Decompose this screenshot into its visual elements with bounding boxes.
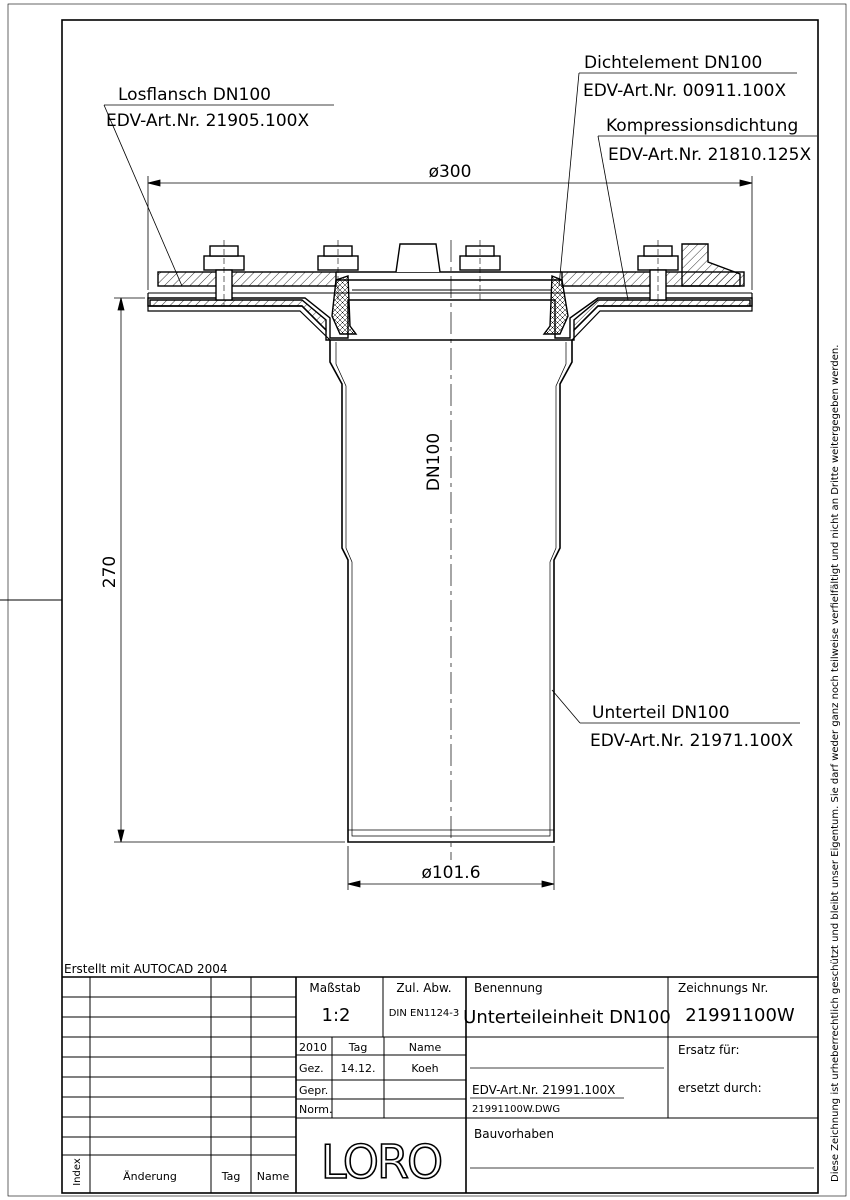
tb-gez-name: Koeh <box>411 1062 439 1075</box>
label-unterteil-name: Unterteil DN100 <box>592 703 730 723</box>
label-unterteil-art: EDV-Art.Nr. 21971.100X <box>590 731 794 751</box>
label-kompression-art: EDV-Art.Nr. 21810.125X <box>608 145 812 165</box>
tb-ersetzt-durch: ersetzt durch: <box>678 1081 762 1095</box>
dim-nominal: DN100 <box>424 432 444 492</box>
tb-tag-label: Tag <box>348 1041 368 1054</box>
rev-name-header: Name <box>256 1170 290 1183</box>
tb-benennung-value: Unterteileinheit DN100 <box>463 1007 671 1028</box>
label-dichtelement-art: EDV-Art.Nr. 00911.100X <box>583 81 787 101</box>
tb-gez-tag: 14.12. <box>340 1062 376 1075</box>
rev-aenderung-header: Änderung <box>123 1170 177 1183</box>
tb-name-label: Name <box>408 1041 442 1054</box>
rev-tag-header: Tag <box>221 1170 241 1183</box>
label-losflansch-name: Losflansch DN100 <box>118 85 271 105</box>
dim-pipe-diameter: ø101.6 <box>421 863 481 883</box>
flange-assembly <box>148 240 752 340</box>
tb-gez-label: Gez. <box>299 1062 324 1075</box>
tb-edv-art: EDV-Art.Nr. 21991.100X <box>472 1083 616 1097</box>
bolt-2 <box>318 240 358 300</box>
loro-logo: LORO <box>320 1135 442 1189</box>
tb-gepr-label: Gepr. <box>299 1084 329 1097</box>
label-dichtelement-name: Dichtelement DN100 <box>584 53 763 73</box>
label-kompression-name: Kompressionsdichtung <box>606 116 799 136</box>
side-copyright-note: Diese Zeichnung ist urheberrechtlich geschützt und bleibt unser Eigentum. Sie darf weder ganz noch teilweise verfielfältigt und nicht an Dritte weitergegeben werden. <box>830 344 841 1182</box>
tb-bauvorhaben: Bauvorhaben <box>474 1127 554 1141</box>
bolt-3 <box>460 240 500 300</box>
created-with-note: Erstellt mit AUTOCAD 2004 <box>64 962 228 976</box>
tb-zul-abw-label: Zul. Abw. <box>396 981 452 995</box>
tb-zeichnungs-label: Zeichnungs Nr. <box>678 981 769 995</box>
tb-ersatz-fuer: Ersatz für: <box>678 1043 740 1057</box>
tb-zul-abw-value: DIN EN1124-3 <box>388 1008 460 1019</box>
tb-massstab-value: 1:2 <box>321 1005 351 1026</box>
dim-flange-diameter: ø300 <box>428 162 472 182</box>
tb-zeichnungs-value: 21991100W <box>685 1005 795 1026</box>
tb-norm-label: Norm. <box>299 1103 333 1116</box>
rev-index-header: Index <box>72 1158 83 1186</box>
dim-height: 270 <box>100 555 120 589</box>
tb-year: 2010 <box>299 1041 327 1054</box>
label-losflansch-art: EDV-Art.Nr. 21905.100X <box>106 111 310 131</box>
tb-massstab-label: Maßstab <box>309 981 361 995</box>
tb-benennung-label: Benennung <box>474 981 543 995</box>
tb-dwg-file: 21991100W.DWG <box>472 1104 561 1115</box>
